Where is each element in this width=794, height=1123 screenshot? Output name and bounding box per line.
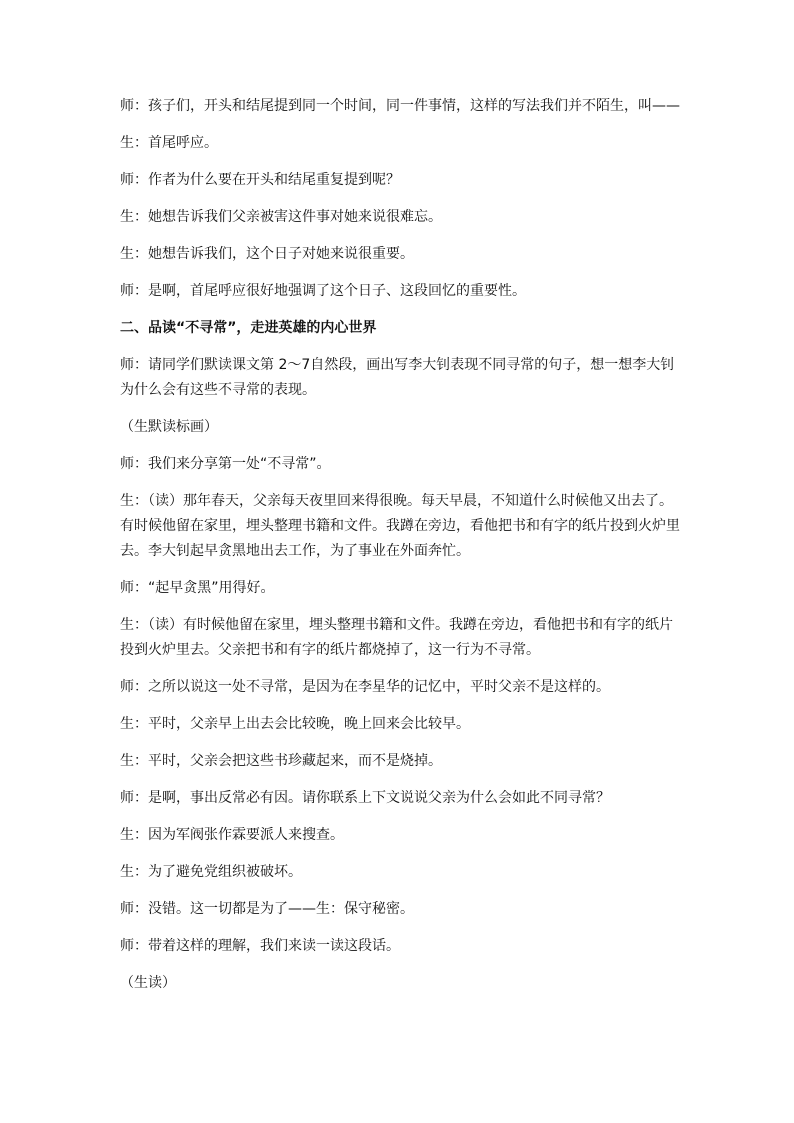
- paragraph: 生：她想告诉我们父亲被害这件事对她来说很难忘。: [120, 209, 442, 225]
- paragraph: 生：为了避免党组织被破坏。: [120, 864, 302, 880]
- section-heading: 二、品读“不寻常”，走进英雄的内心世界: [120, 320, 377, 336]
- paragraph: 生：因为军阀张作霖要派人来搜查。: [120, 827, 344, 843]
- paragraph: 生：（读）那年春天，父亲每天夜里回来得很晚。每天早晨，不知道什么时候他又出去了。有时候他留在家里，埋头整理书籍和文件。我蹲在旁边，看他把书和有字的纸片投到火炉里去。李大钊起早贪黑地出去工作，为了事业在外面奔忙。: [120, 493, 680, 559]
- paragraph: 生：她想告诉我们，这个日子对她来说很重要。: [120, 246, 414, 262]
- paragraph: 师：我们来分享第一处“不寻常”。: [120, 456, 331, 472]
- paragraph: 师：“起早贪黑”用得好。: [120, 580, 275, 596]
- paragraph: 师：带着这样的理解，我们来读一读这段话。: [120, 938, 400, 954]
- paragraph: 生：平时，父亲会把这些书珍藏起来，而不是烧掉。: [120, 753, 442, 769]
- paragraph: 师：孩子们，开头和结尾提到同一个时间，同一件事情，这样的写法我们并不陌生，叫——: [120, 98, 680, 114]
- paragraph: 生：平时，父亲早上出去会比较晚，晚上回来会比较早。: [120, 716, 470, 732]
- paragraph: （生读）: [120, 975, 176, 991]
- paragraph: 师：请同学们默读课文第 2～7自然段，画出写李大钊表现不同寻常的句子，想一想李大钊为什么会有这些不寻常的表现。: [120, 357, 675, 398]
- paragraph: 师：之所以说这一处不寻常，是因为在李星华的记忆中，平时父亲不是这样的。: [120, 679, 610, 695]
- paragraph: 师：是啊，首尾呼应很好地强调了这个日子、这段回忆的重要性。: [120, 283, 526, 299]
- paragraph: 师：作者为什么要在开头和结尾重复提到呢？: [120, 172, 400, 188]
- paragraph: （生默读标画）: [120, 419, 218, 435]
- paragraph: 师：是啊，事出反常必有因。请你联系上下文说说父亲为什么会如此不同寻常？: [120, 790, 610, 806]
- paragraph: 生：（读）有时候他留在家里，埋头整理书籍和文件。我蹲在旁边，看他把书和有字的纸片投到火炉里去。父亲把书和有字的纸片都烧掉了，这一行为不寻常。: [120, 617, 673, 658]
- document-body: [120, 94, 680, 1008]
- paragraph: 师：没错。这一切都是为了——生：保守秘密。: [120, 901, 414, 917]
- paragraph: 生：首尾呼应。: [120, 135, 218, 151]
